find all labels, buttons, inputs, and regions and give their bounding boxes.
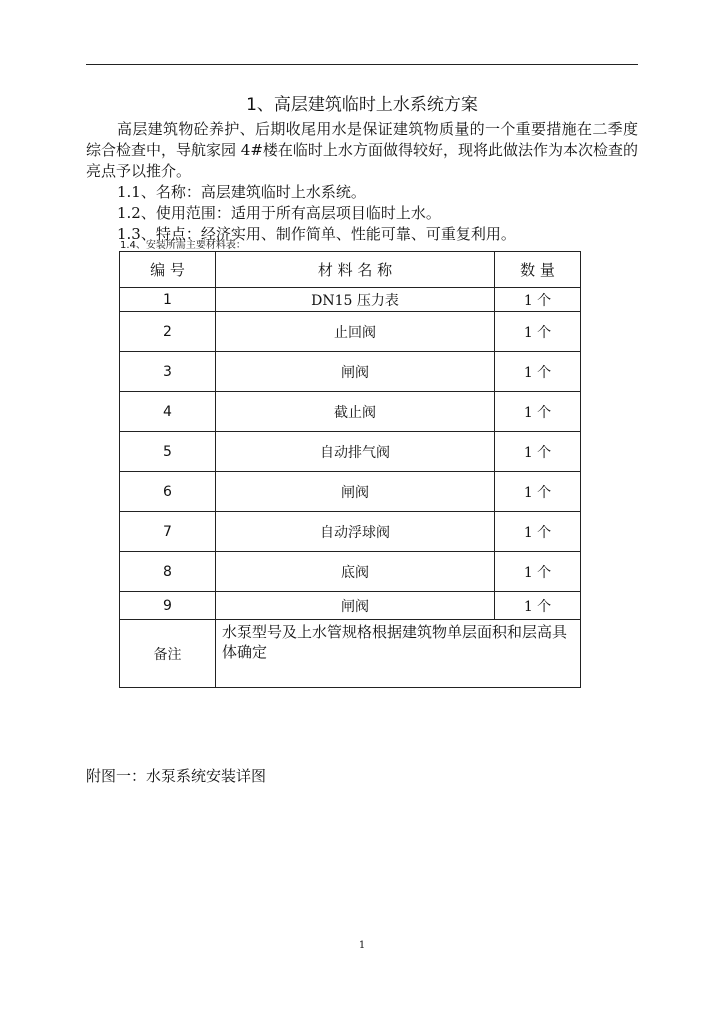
row-number: 2 [120,312,216,352]
remark-text: 水泵型号及上水管规格根据建筑物单层面积和层高具体确定 [216,620,581,688]
materials-table [119,251,581,688]
table-row [120,352,581,392]
document-title: 1、高层建筑临时上水系统方案 [246,95,478,115]
row-material-name: 闸阀 [216,592,495,620]
row-quantity: 1 个 [495,392,581,432]
table-row [120,392,581,432]
header-material-name: 材 料 名 称 [216,252,495,288]
row-quantity: 1 个 [495,472,581,512]
row-quantity: 1 个 [495,288,581,312]
row-quantity: 1 个 [495,592,581,620]
page-number: 1 [358,940,366,951]
row-number: 1 [120,288,216,312]
body-text [86,119,638,245]
table-row [120,312,581,352]
row-number: 9 [120,592,216,620]
row-quantity: 1 个 [495,432,581,472]
row-material-name: 闸阀 [216,472,495,512]
intro-paragraph: 高层建筑物砼养护、后期收尾用水是保证建筑物质量的一个重要措施在二季度综合检查中，导航家园 4#楼在临时上水方面做得较好，现将此做法作为本次检查的亮点予以推介。 [86,120,638,180]
row-number: 8 [120,552,216,592]
row-material-name: 止回阀 [216,312,495,352]
row-quantity: 1 个 [495,312,581,352]
table-row [120,432,581,472]
header-rule [86,64,638,65]
row-material-name: 底阀 [216,552,495,592]
row-material-name: DN15 压力表 [216,288,495,312]
remark-label: 备注 [120,620,216,688]
row-material-name: 自动浮球阀 [216,512,495,552]
header-number: 编 号 [120,252,216,288]
row-quantity: 1 个 [495,352,581,392]
row-number: 3 [120,352,216,392]
row-quantity: 1 个 [495,512,581,552]
table-row [120,288,581,312]
item-scope: 1.2、使用范围：适用于所有高层项目临时上水。 [117,204,441,222]
row-material-name: 自动排气阀 [216,432,495,472]
row-number: 5 [120,432,216,472]
table-row [120,512,581,552]
row-number: 7 [120,512,216,552]
item-features: 1.3、特点：经济实用、制作简单、性能可靠、可重复利用。 [117,225,516,243]
row-number: 4 [120,392,216,432]
table-row [120,552,581,592]
row-number: 6 [120,472,216,512]
header-quantity: 数 量 [495,252,581,288]
row-material-name: 闸阀 [216,352,495,392]
table-remark-row [120,620,581,688]
row-quantity: 1 个 [495,552,581,592]
table-caption: 1.4、安装所需主要材料表： [120,240,246,251]
table-row [120,592,581,620]
table-header-row [120,252,581,288]
appendix-caption: 附图一：水泵系统安装详图 [86,767,267,785]
table-row [120,472,581,512]
item-name: 1.1、名称：高层建筑临时上水系统。 [117,183,366,201]
row-material-name: 截止阀 [216,392,495,432]
